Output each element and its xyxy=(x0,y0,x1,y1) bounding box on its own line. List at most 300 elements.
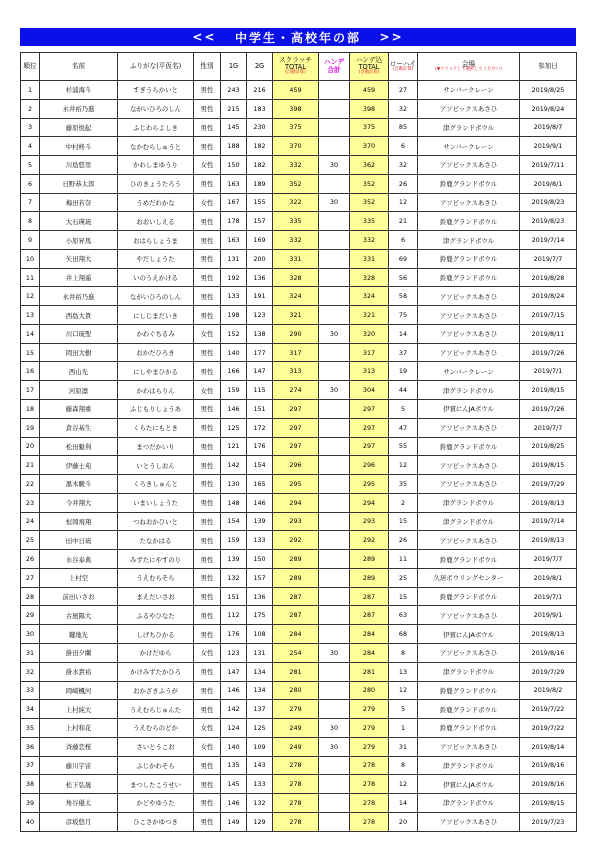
cell-scratch-total: 321 xyxy=(273,306,319,325)
cell-low-high: 56 xyxy=(389,268,418,287)
cell-venue[interactable]: 鈴鹿グランドボウル xyxy=(418,268,520,287)
cell-name: 梅田若奈 xyxy=(40,193,118,212)
cell-gender: 男性 xyxy=(194,287,221,306)
cell-rank: 30 xyxy=(21,625,40,644)
cell-rank: 7 xyxy=(21,193,40,212)
cell-scratch-total: 278 xyxy=(273,794,319,813)
cell-game2: 182 xyxy=(247,156,273,175)
table-row xyxy=(21,343,577,362)
cell-date: 2019/8/16 xyxy=(520,775,577,794)
cell-venue[interactable]: 鈴鹿グランドボウル xyxy=(418,437,520,456)
cell-game2: 143 xyxy=(247,756,273,775)
cell-venue[interactable]: アソビックスあさひ xyxy=(418,475,520,494)
cell-venue[interactable]: アソビックスあさひ xyxy=(418,418,520,437)
cell-handicap-total: 324 xyxy=(350,287,389,306)
cell-venue[interactable]: 津グランドボウル xyxy=(418,381,520,400)
cell-gender: 男性 xyxy=(194,700,221,719)
table-row xyxy=(21,606,577,625)
table-row xyxy=(21,719,577,738)
cell-venue[interactable]: 鈴鹿グランドボウル xyxy=(418,681,520,700)
cell-low-high: 32 xyxy=(389,99,418,118)
cell-name: 川島悠里 xyxy=(40,156,118,175)
cell-game1: 159 xyxy=(221,531,247,550)
cell-kana: おおいしえる xyxy=(118,212,194,231)
cell-name: 岡田大樹 xyxy=(40,343,118,362)
cell-game2: 172 xyxy=(247,418,273,437)
cell-date: 2019/7/7 xyxy=(520,249,577,268)
cell-scratch-total: 297 xyxy=(273,437,319,456)
cell-gender: 男性 xyxy=(194,174,221,193)
cell-handicap xyxy=(319,174,350,193)
table-row xyxy=(21,568,577,587)
cell-game1: 198 xyxy=(221,306,247,325)
cell-game2: 182 xyxy=(247,137,273,156)
cell-handicap xyxy=(319,794,350,813)
cell-handicap-total: 297 xyxy=(350,400,389,419)
cell-game1: 140 xyxy=(221,737,247,756)
cell-rank: 26 xyxy=(21,550,40,569)
cell-venue[interactable]: 津グランドボウル xyxy=(418,118,520,137)
cell-scratch-total: 322 xyxy=(273,193,319,212)
cell-date: 2019/8/13 xyxy=(520,531,577,550)
cell-low-high: 31 xyxy=(389,737,418,756)
cell-gender: 男性 xyxy=(194,587,221,606)
scratch-auto-note: (自動計算) xyxy=(285,70,306,76)
cell-rank: 40 xyxy=(21,812,40,831)
cell-handicap-total: 278 xyxy=(350,756,389,775)
cell-handicap xyxy=(319,756,350,775)
cell-name: 松下弘晟 xyxy=(40,775,118,794)
cell-game2: 230 xyxy=(247,118,273,137)
cell-rank: 6 xyxy=(21,174,40,193)
cell-low-high: 47 xyxy=(389,418,418,437)
cell-venue[interactable]: 鈴鹿グランドボウル xyxy=(418,550,520,569)
cell-rank: 34 xyxy=(21,700,40,719)
cell-gender: 男性 xyxy=(194,212,221,231)
cell-venue[interactable]: アソビックスあさひ xyxy=(418,99,520,118)
header-name: 名前 xyxy=(40,53,118,81)
cell-date: 2019/8/15 xyxy=(520,456,577,475)
cell-game1: 163 xyxy=(221,231,247,250)
cell-game2: 134 xyxy=(247,662,273,681)
cell-handicap-total: 370 xyxy=(350,137,389,156)
cell-low-high: 14 xyxy=(389,324,418,343)
cell-scratch-total: 278 xyxy=(273,756,319,775)
cell-venue[interactable]: 鈴鹿グランドボウル xyxy=(418,587,520,606)
cell-handicap xyxy=(319,137,350,156)
cell-low-high: 12 xyxy=(389,193,418,212)
cell-kana: くらたにもとき xyxy=(118,418,194,437)
cell-scratch-total: 296 xyxy=(273,456,319,475)
cell-rank: 14 xyxy=(21,324,40,343)
cell-gender: 女性 xyxy=(194,719,221,738)
cell-scratch-total: 295 xyxy=(273,475,319,494)
cell-name: 水谷泰典 xyxy=(40,550,118,569)
cell-venue[interactable]: 伊賀にんJAボウル xyxy=(418,400,520,419)
cell-game1: 130 xyxy=(221,475,247,494)
cell-name: 藤川宇宙 xyxy=(40,756,118,775)
cell-handicap xyxy=(319,775,350,794)
cell-low-high: 69 xyxy=(389,249,418,268)
cell-low-high: 58 xyxy=(389,287,418,306)
cell-low-high: 2 xyxy=(389,493,418,512)
table-row xyxy=(21,662,577,681)
cell-handicap-total: 317 xyxy=(350,343,389,362)
cell-game2: 129 xyxy=(247,812,273,831)
cell-venue[interactable]: 鈴鹿グランドボウル xyxy=(418,212,520,231)
cell-date: 2019/8/7 xyxy=(520,118,577,137)
cell-venue[interactable]: サンバークレーン xyxy=(418,362,520,381)
cell-handicap xyxy=(319,512,350,531)
cell-rank: 2 xyxy=(21,99,40,118)
cell-gender: 女性 xyxy=(194,193,221,212)
cell-name: 日野恭太郎 xyxy=(40,174,118,193)
table-row xyxy=(21,681,577,700)
cell-game1: 148 xyxy=(221,493,247,512)
cell-kana: ひのきょうたろう xyxy=(118,174,194,193)
cell-game1: 146 xyxy=(221,681,247,700)
cell-handicap-total: 278 xyxy=(350,812,389,831)
cell-handicap-total: 362 xyxy=(350,156,389,175)
cell-game2: 109 xyxy=(247,737,273,756)
cell-venue[interactable]: アソビックスあさひ xyxy=(418,737,520,756)
cell-low-high: 35 xyxy=(389,475,418,494)
cell-low-high: 15 xyxy=(389,587,418,606)
cell-venue[interactable]: 津グランドボウル xyxy=(418,756,520,775)
table-row xyxy=(21,381,577,400)
header-date: 参加日 xyxy=(520,53,577,81)
cell-game1: 121 xyxy=(221,437,247,456)
cell-scratch-total: 292 xyxy=(273,531,319,550)
cell-handicap: 30 xyxy=(319,193,350,212)
cell-name: 古屋陽大 xyxy=(40,606,118,625)
cell-date: 2019/8/14 xyxy=(520,737,577,756)
cell-handicap-total: 281 xyxy=(350,662,389,681)
cell-handicap xyxy=(319,700,350,719)
cell-handicap xyxy=(319,268,350,287)
cell-gender: 男性 xyxy=(194,231,221,250)
cell-venue[interactable]: サンバークレーン xyxy=(418,81,520,100)
cell-handicap-total: 313 xyxy=(350,362,389,381)
cell-kana: おはらしょうま xyxy=(118,231,194,250)
table-row xyxy=(21,700,577,719)
cell-date: 2019/7/7 xyxy=(520,550,577,569)
cell-handicap-total: 297 xyxy=(350,437,389,456)
cell-handicap: 30 xyxy=(319,381,350,400)
cell-rank: 33 xyxy=(21,681,40,700)
cell-game2: 139 xyxy=(247,512,273,531)
cell-gender: 男性 xyxy=(194,531,221,550)
cell-rank: 37 xyxy=(21,756,40,775)
cell-kana: うえむらそら xyxy=(118,568,194,587)
cell-game2: 132 xyxy=(247,794,273,813)
cell-gender: 男性 xyxy=(194,437,221,456)
cell-venue[interactable]: 津グランドボウル xyxy=(418,794,520,813)
table-row xyxy=(21,643,577,662)
cell-venue[interactable]: 津グランドボウル xyxy=(418,662,520,681)
cell-kana: かけみずたかひろ xyxy=(118,662,194,681)
cell-gender: 男性 xyxy=(194,306,221,325)
cell-handicap-total: 289 xyxy=(350,550,389,569)
cell-venue[interactable]: アソビックスあさひ xyxy=(418,643,520,662)
cell-handicap xyxy=(319,550,350,569)
table-row xyxy=(21,118,577,137)
cell-game2: 115 xyxy=(247,381,273,400)
cell-handicap-total: 332 xyxy=(350,231,389,250)
cell-game1: 151 xyxy=(221,587,247,606)
cell-handicap: 30 xyxy=(319,643,350,662)
cell-venue[interactable]: アソビックスあさひ xyxy=(418,287,520,306)
cell-game2: 155 xyxy=(247,193,273,212)
cell-rank: 24 xyxy=(21,512,40,531)
cell-game1: 167 xyxy=(221,193,247,212)
cell-handicap-total: 459 xyxy=(350,81,389,100)
cell-kana: ふじもりしょうあ xyxy=(118,400,194,419)
cell-handicap: 30 xyxy=(319,324,350,343)
cell-low-high: 25 xyxy=(389,568,418,587)
cell-handicap-total: 284 xyxy=(350,643,389,662)
cell-rank: 1 xyxy=(21,81,40,100)
cell-gender: 男性 xyxy=(194,118,221,137)
table-row xyxy=(21,456,577,475)
cell-venue[interactable]: 伊賀にんJAボウル xyxy=(418,625,520,644)
header-low-high: ローハイ (自動計算) xyxy=(389,53,418,81)
cell-rank: 31 xyxy=(21,643,40,662)
cell-low-high: 8 xyxy=(389,643,418,662)
cell-handicap-total: 279 xyxy=(350,737,389,756)
cell-scratch-total: 375 xyxy=(273,118,319,137)
cell-game1: 166 xyxy=(221,362,247,381)
cell-date: 2019/8/2 xyxy=(520,681,577,700)
cell-rank: 16 xyxy=(21,362,40,381)
cell-handicap xyxy=(319,118,350,137)
cell-name: 黒木駿斗 xyxy=(40,475,118,494)
cell-date: 2019/8/23 xyxy=(520,212,577,231)
cell-gender: 男性 xyxy=(194,456,221,475)
cell-handicap-total: 321 xyxy=(350,306,389,325)
cell-scratch-total: 313 xyxy=(273,362,319,381)
cell-low-high: 14 xyxy=(389,794,418,813)
cell-handicap xyxy=(319,418,350,437)
cell-handicap xyxy=(319,81,350,100)
cell-scratch-total: 254 xyxy=(273,643,319,662)
cell-game2: 175 xyxy=(247,606,273,625)
cell-kana: うめだわかな xyxy=(118,193,194,212)
cell-low-high: 37 xyxy=(389,343,418,362)
cell-venue[interactable]: アソビックスあさひ xyxy=(418,456,520,475)
cell-kana: さいとうこお xyxy=(118,737,194,756)
cell-handicap-total: 352 xyxy=(350,193,389,212)
cell-name: 井上翔遥 xyxy=(40,268,118,287)
cell-scratch-total: 324 xyxy=(273,287,319,306)
cell-handicap-total: 278 xyxy=(350,794,389,813)
cell-gender: 男性 xyxy=(194,550,221,569)
cell-venue[interactable]: アソビックスあさひ xyxy=(418,193,520,212)
cell-venue[interactable]: 伊賀にんJAボウル xyxy=(418,775,520,794)
cell-kana: かどやゆうた xyxy=(118,794,194,813)
cell-venue[interactable]: 津グランドボウル xyxy=(418,231,520,250)
cell-handicap xyxy=(319,475,350,494)
cell-date: 2019/8/24 xyxy=(520,287,577,306)
cell-venue[interactable]: 津グランドボウル xyxy=(418,512,520,531)
cell-gender: 男性 xyxy=(194,137,221,156)
header-gender: 性別 xyxy=(194,53,221,81)
cell-game1: 178 xyxy=(221,212,247,231)
cell-handicap-total: 284 xyxy=(350,625,389,644)
cell-low-high: 1 xyxy=(389,719,418,738)
cell-scratch-total: 249 xyxy=(273,719,319,738)
cell-venue[interactable]: 鈴鹿グランドボウル xyxy=(418,700,520,719)
cell-gender: 女性 xyxy=(194,324,221,343)
cell-venue[interactable]: アソビックスあさひ xyxy=(418,343,520,362)
cell-game2: 134 xyxy=(247,681,273,700)
cell-game1: 139 xyxy=(221,550,247,569)
cell-gender: 男性 xyxy=(194,343,221,362)
cell-venue[interactable]: 鈴鹿グランドボウル xyxy=(418,719,520,738)
cell-handicap xyxy=(319,812,350,831)
cell-game2: 169 xyxy=(247,231,273,250)
cell-rank: 25 xyxy=(21,531,40,550)
cell-scratch-total: 352 xyxy=(273,174,319,193)
cell-handicap xyxy=(319,456,350,475)
cell-rank: 38 xyxy=(21,775,40,794)
cell-date: 2019/7/23 xyxy=(520,812,577,831)
table-row xyxy=(21,625,577,644)
cell-name: 田中日琉 xyxy=(40,531,118,550)
cell-name: 前田いさお xyxy=(40,587,118,606)
cell-date: 2019/7/29 xyxy=(520,475,577,494)
cell-name: 斉藤恋桜 xyxy=(40,737,118,756)
cell-date: 2019/7/29 xyxy=(520,662,577,681)
table-row xyxy=(21,324,577,343)
cell-date: 2019/8/16 xyxy=(520,643,577,662)
cell-date: 2019/8/15 xyxy=(520,794,577,813)
cell-game2: 138 xyxy=(247,324,273,343)
cell-game1: 192 xyxy=(221,268,247,287)
cell-handicap-total: 279 xyxy=(350,700,389,719)
cell-venue[interactable]: アソビックスあさひ xyxy=(418,324,520,343)
cell-venue[interactable]: 鈴鹿グランドボウル xyxy=(418,174,520,193)
cell-game2: 133 xyxy=(247,531,273,550)
cell-game1: 154 xyxy=(221,512,247,531)
cell-game1: 132 xyxy=(221,568,247,587)
cell-rank: 15 xyxy=(21,343,40,362)
cell-venue[interactable]: アソビックスあさひ xyxy=(418,812,520,831)
cell-game1: 147 xyxy=(221,662,247,681)
cell-rank: 17 xyxy=(21,381,40,400)
cell-scratch-total: 328 xyxy=(273,268,319,287)
cell-game2: 191 xyxy=(247,287,273,306)
cell-scratch-total: 280 xyxy=(273,681,319,700)
cell-game1: 142 xyxy=(221,700,247,719)
cell-date: 2019/8/25 xyxy=(520,437,577,456)
cell-game1: 133 xyxy=(221,287,247,306)
cell-venue[interactable]: 久居ボウリングセンター xyxy=(418,568,520,587)
header-game2: 2G xyxy=(247,53,273,81)
cell-handicap-total: 352 xyxy=(350,174,389,193)
cell-kana: かわぐちるみ xyxy=(118,324,194,343)
cell-name: 藤原悦起 xyxy=(40,118,118,137)
cell-date: 2019/7/1 xyxy=(520,587,577,606)
cell-rank: 11 xyxy=(21,268,40,287)
cell-rank: 3 xyxy=(21,118,40,137)
table-row xyxy=(21,400,577,419)
cell-venue[interactable]: アソビックスあさひ xyxy=(418,306,520,325)
cell-handicap xyxy=(319,625,350,644)
cell-low-high: 13 xyxy=(389,662,418,681)
cell-venue[interactable]: 津グランドボウル xyxy=(418,493,520,512)
cell-venue[interactable]: 鈴鹿グランドボウル xyxy=(418,249,520,268)
cell-venue[interactable]: アソビックスあさひ xyxy=(418,531,520,550)
cell-name: 河原凛 xyxy=(40,381,118,400)
cell-gender: 男性 xyxy=(194,625,221,644)
table-row xyxy=(21,287,577,306)
banner-right-chevrons: >> xyxy=(379,30,404,44)
cell-handicap-total: 296 xyxy=(350,456,389,475)
cell-scratch-total: 278 xyxy=(273,812,319,831)
cell-gender: 男性 xyxy=(194,606,221,625)
cell-name: 恒岡飛翔 xyxy=(40,512,118,531)
cell-game2: 183 xyxy=(247,99,273,118)
table-row xyxy=(21,794,577,813)
cell-low-high: 19 xyxy=(389,362,418,381)
cell-handicap: 30 xyxy=(319,719,350,738)
cell-kana: いのうえかける xyxy=(118,268,194,287)
cell-scratch-total: 398 xyxy=(273,99,319,118)
cell-date: 2019/8/13 xyxy=(520,625,577,644)
header-game1: 1G xyxy=(221,53,247,81)
cell-handicap-total: 287 xyxy=(350,587,389,606)
cell-venue[interactable]: サンバークレーン xyxy=(418,137,520,156)
cell-kana: みずたにやすのり xyxy=(118,550,194,569)
cell-kana: いまいしょうた xyxy=(118,493,194,512)
cell-game2: 133 xyxy=(247,775,273,794)
cell-game1: 176 xyxy=(221,625,247,644)
cell-rank: 39 xyxy=(21,794,40,813)
cell-gender: 男性 xyxy=(194,418,221,437)
cell-low-high: 85 xyxy=(389,118,418,137)
cell-scratch-total: 335 xyxy=(273,212,319,231)
cell-venue[interactable]: アソビックスあさひ xyxy=(418,606,520,625)
cell-gender: 男性 xyxy=(194,568,221,587)
table-row xyxy=(21,775,577,794)
cell-rank: 4 xyxy=(21,137,40,156)
header-handicap-total: ハンデ込 TOTAL (自動計算) xyxy=(350,53,389,81)
cell-game1: 145 xyxy=(221,775,247,794)
venue-select-note: (▼クリックして選択してください) xyxy=(435,66,502,72)
cell-scratch-total: 289 xyxy=(273,568,319,587)
cell-rank: 8 xyxy=(21,212,40,231)
cell-date: 2019/7/26 xyxy=(520,400,577,419)
cell-date: 2019/8/13 xyxy=(520,493,577,512)
cell-scratch-total: 274 xyxy=(273,381,319,400)
table-row xyxy=(21,418,577,437)
cell-low-high: 21 xyxy=(389,212,418,231)
cell-venue[interactable]: アソビックスあさひ xyxy=(418,156,520,175)
cell-game2: 131 xyxy=(247,643,273,662)
cell-game1: 150 xyxy=(221,156,247,175)
cell-scratch-total: 287 xyxy=(273,587,319,606)
cell-game1: 135 xyxy=(221,756,247,775)
cell-game1: 112 xyxy=(221,606,247,625)
cell-gender: 男性 xyxy=(194,475,221,494)
cell-date: 2019/8/1 xyxy=(520,568,577,587)
cell-handicap-total: 297 xyxy=(350,418,389,437)
cell-date: 2019/7/26 xyxy=(520,343,577,362)
cell-handicap xyxy=(319,587,350,606)
cell-scratch-total: 279 xyxy=(273,700,319,719)
cell-game1: 215 xyxy=(221,99,247,118)
